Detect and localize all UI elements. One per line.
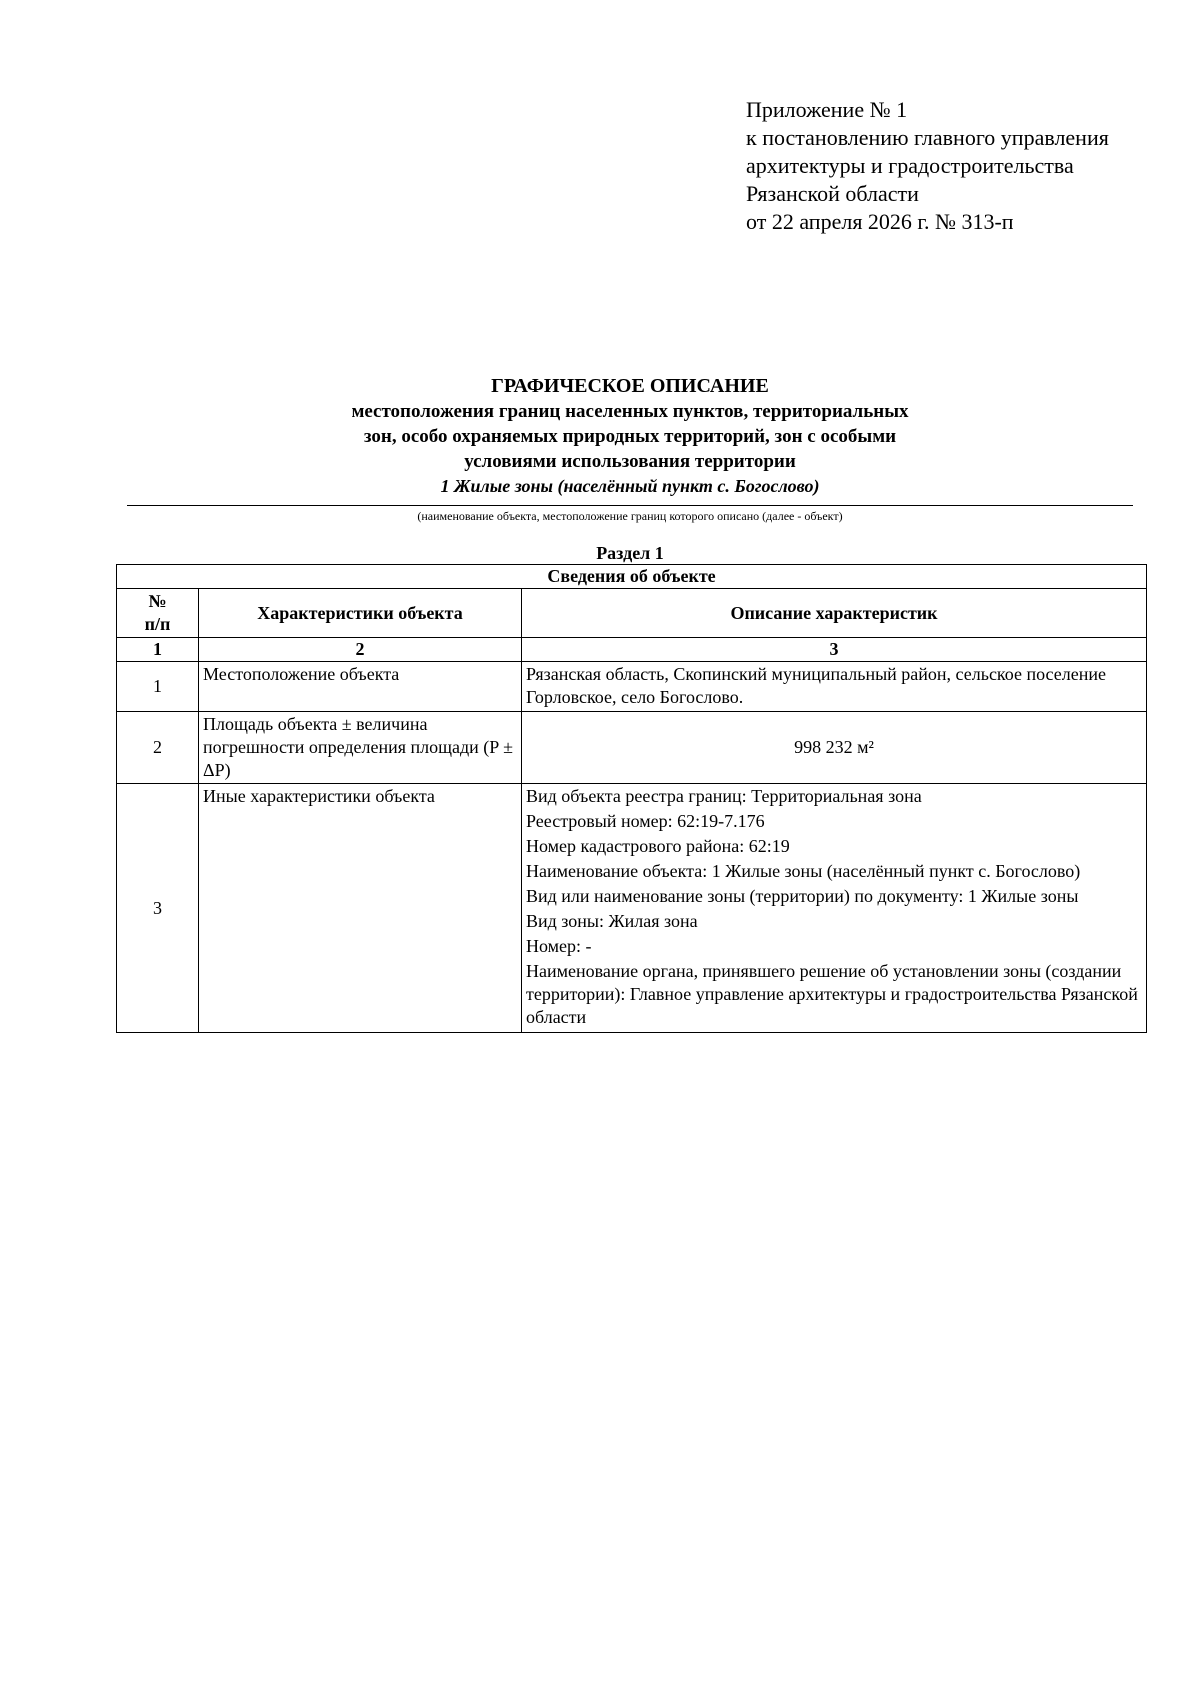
document-subtitle-line: зон, особо охраняемых природных территорий, зон с особыми <box>363 426 897 447</box>
row-description <box>522 784 1147 1033</box>
appendix-line: Рязанской области <box>746 181 919 206</box>
column-number: 3 <box>522 638 1147 662</box>
table-row <box>117 712 1147 784</box>
table-row <box>117 784 1147 1033</box>
column-header-number: № п/п <box>117 589 199 638</box>
object-info-table <box>116 564 1147 1033</box>
row-number: 3 <box>117 784 199 1033</box>
description-line: Вид объекта реестра границ: Территориальная зона <box>526 786 922 806</box>
row-number: 2 <box>117 712 199 784</box>
column-number: 1 <box>117 638 199 662</box>
object-name: 1 Жилые зоны (населённый пункт с. Богослово) <box>440 476 820 496</box>
row-description: Рязанская область, Скопинский муниципальный район, сельское поселение Горловское, село Богослово. <box>522 662 1147 712</box>
row-number: 1 <box>117 662 199 712</box>
column-number: 2 <box>199 638 522 662</box>
appendix-line: архитектуры и градостроительства <box>746 153 1074 178</box>
document-title-block <box>127 373 1133 498</box>
section-title: Раздел 1 <box>596 543 664 563</box>
description-line: Наименование объекта: 1 Жилые зоны (населённый пункт с. Богослово) <box>526 861 1081 881</box>
row-characteristic: Местоположение объекта <box>199 662 522 712</box>
row-description: 998 232 м² <box>522 712 1147 784</box>
description-line: Номер: - <box>526 936 592 956</box>
description-line: Реестровый номер: 62:19-7.176 <box>526 811 765 831</box>
document-subtitle-line: местоположения границ населенных пунктов, территориальных <box>351 401 909 422</box>
table-row <box>117 662 1147 712</box>
appendix-line: Приложение № 1 <box>746 97 908 122</box>
appendix-line: к постановлению главного управления <box>746 125 1109 150</box>
object-name-underline <box>127 505 1133 506</box>
column-header-characteristic: Характеристики объекта <box>199 589 522 638</box>
description-line: Номер кадастрового района: 62:19 <box>526 836 790 856</box>
description-line: Вид или наименование зоны (территории) по документу: 1 Жилые зоны <box>526 886 1079 906</box>
description-line: Вид зоны: Жилая зона <box>526 911 698 931</box>
table-caption: Сведения об объекте <box>117 565 1147 589</box>
object-name-caption: (наименование объекта, местоположение границ которого описано (далее - объект) <box>417 509 843 523</box>
appendix-line: от 22 апреля 2026 г. № 313-п <box>746 209 1014 234</box>
row-characteristic: Иные характеристики объекта <box>199 784 522 1033</box>
appendix-block <box>746 96 1109 236</box>
row-characteristic: Площадь объекта ± величина погрешности определения площади (P ± ΔP) <box>199 712 522 784</box>
document-subtitle-line: условиями использования территории <box>464 451 796 472</box>
description-line: Наименование органа, принявшего решение об установлении зоны (создании территории): Главное управление архитектуры и градостроительства Рязанской области <box>526 961 1138 1027</box>
document-title: ГРАФИЧЕСКОЕ ОПИСАНИЕ <box>491 375 769 397</box>
column-header-description: Описание характеристик <box>522 589 1147 638</box>
